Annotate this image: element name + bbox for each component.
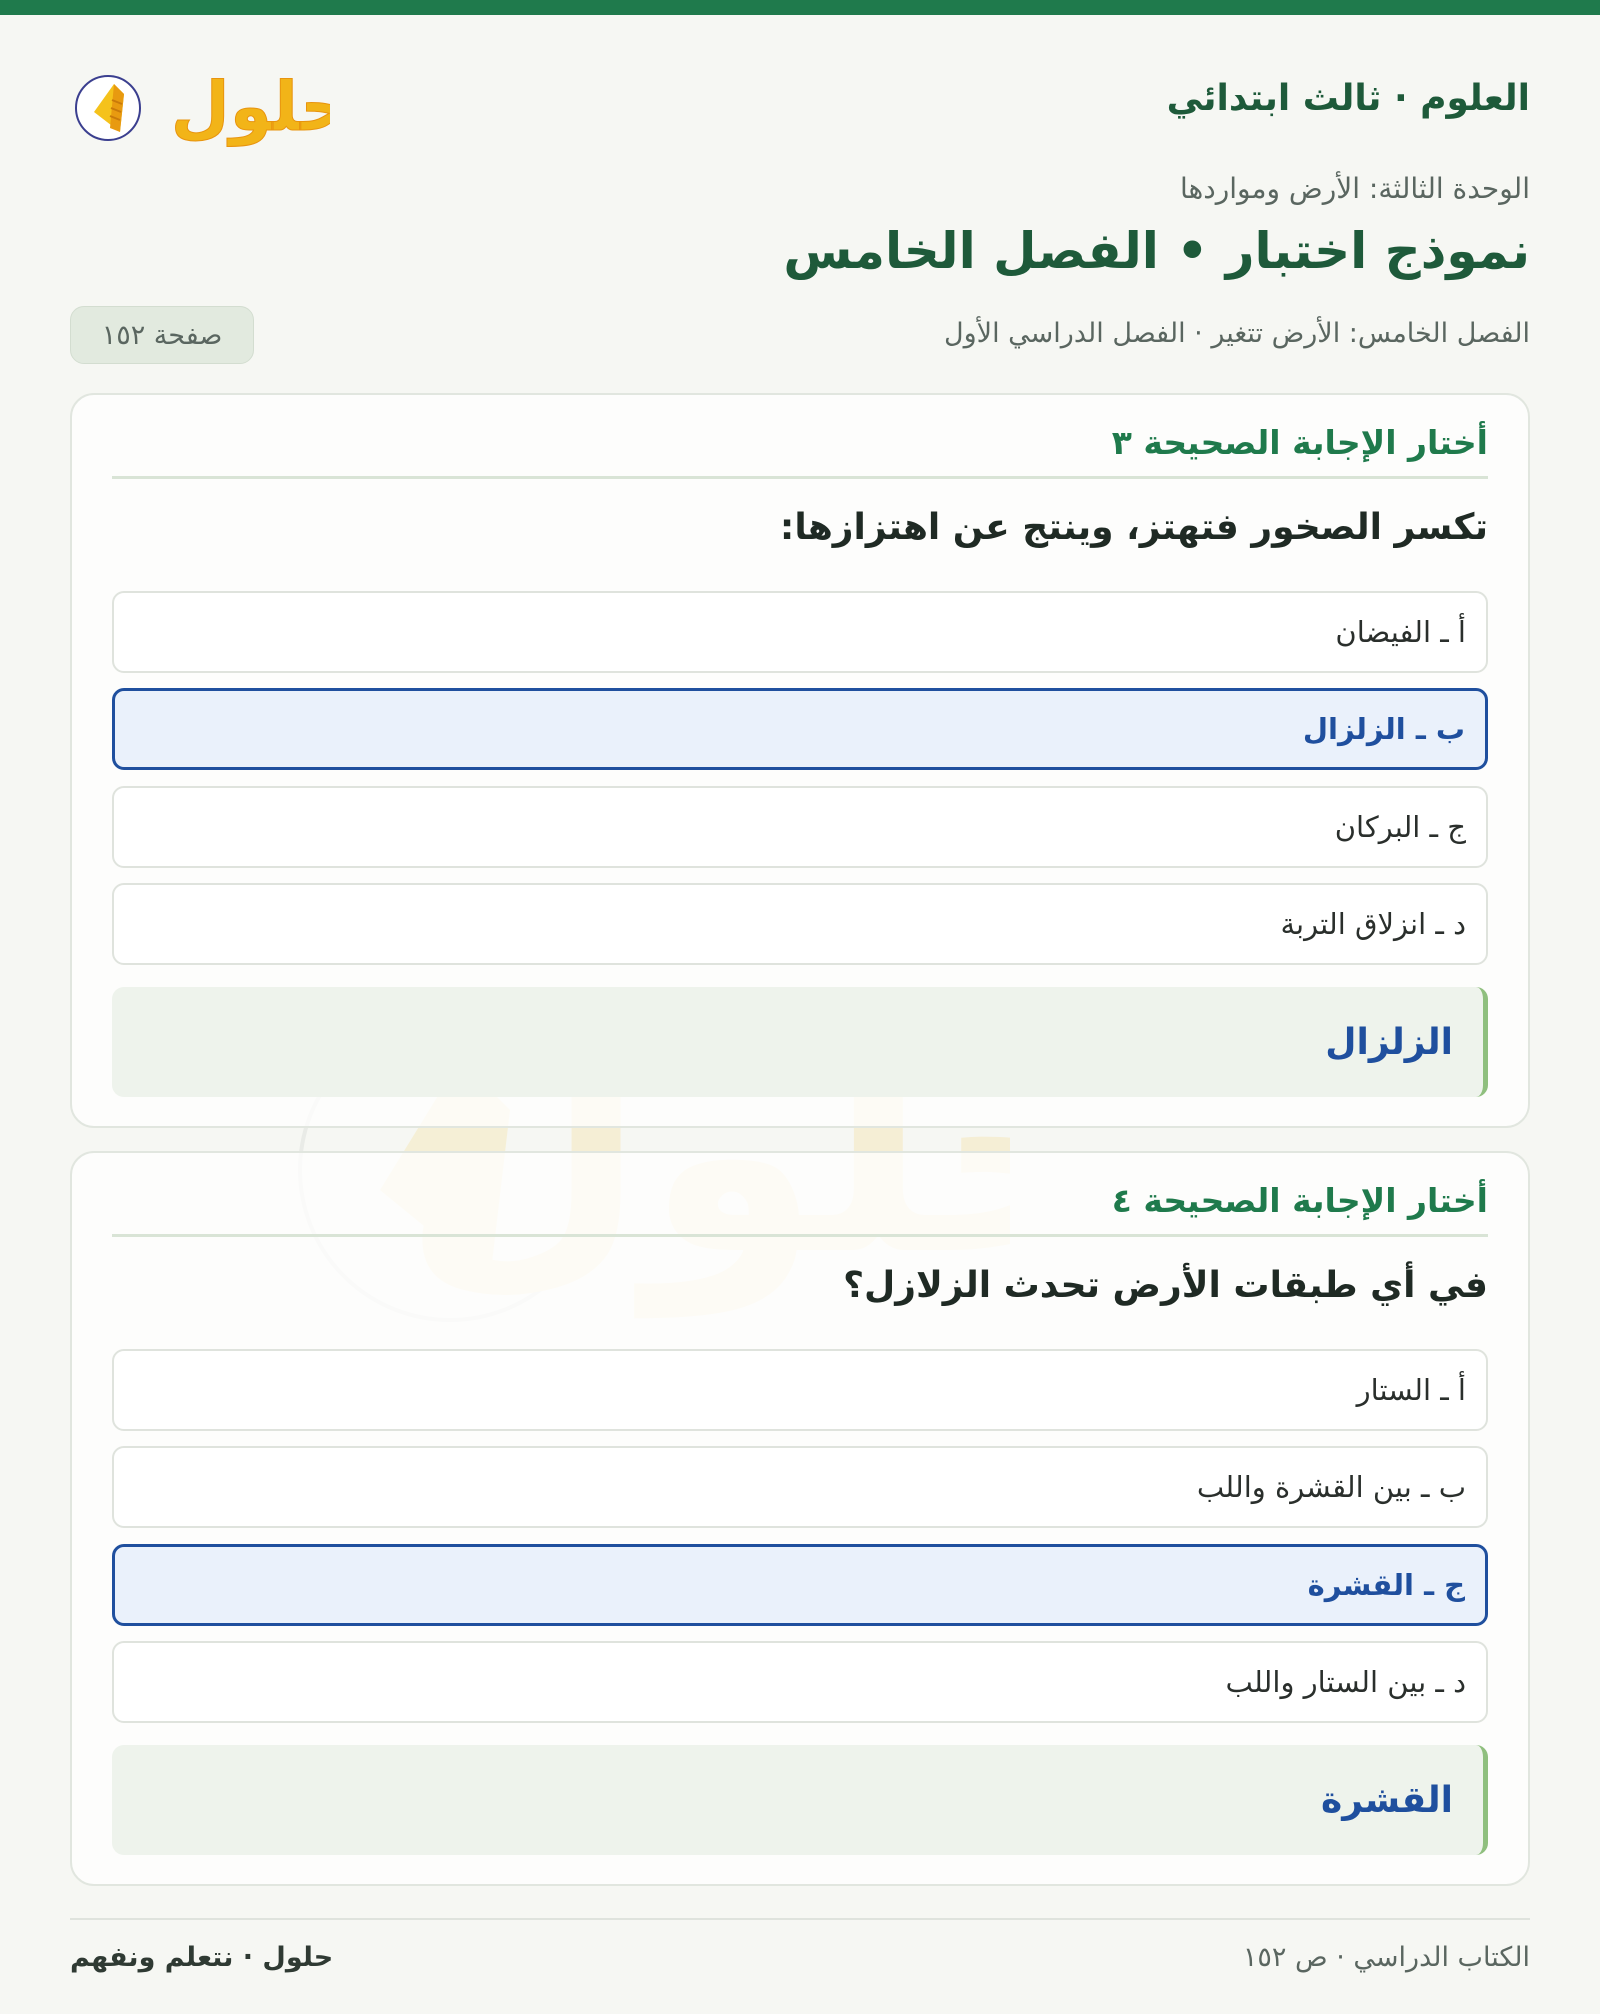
question-heading: أختار الإجابة الصحيحة ٣: [112, 423, 1488, 479]
unit-label: الوحدة الثالثة: الأرض ومواردها: [1179, 172, 1530, 205]
question-heading: أختار الإجابة الصحيحة ٤: [112, 1181, 1488, 1237]
answer-box: القشرة: [112, 1745, 1488, 1855]
option-d[interactable]: د ـ انزلاق التربة: [112, 883, 1488, 965]
footer-book-reference: الكتاب الدراسي · ص ١٥٢: [1242, 1942, 1530, 1973]
question-text: تكسر الصخور فتهتز، وينتج عن اهتزازها:: [779, 507, 1488, 548]
hulul-logo: [70, 50, 330, 160]
page-header: [70, 50, 1530, 160]
option-b-selected[interactable]: ب ـ الزلزال: [112, 688, 1488, 770]
subject-title: العلوم · ثالث ابتدائي: [1166, 78, 1530, 119]
logo-wordmark: حلول: [170, 68, 330, 147]
option-a[interactable]: أ ـ الستار: [112, 1349, 1488, 1431]
answer-box: الزلزال: [112, 987, 1488, 1097]
chapter-label: الفصل الخامس: الأرض تتغير · الفصل الدراسي الأول: [944, 318, 1530, 349]
page-number-badge: صفحة ١٥٢: [70, 306, 254, 364]
footer-divider: [70, 1918, 1530, 1920]
option-d[interactable]: د ـ بين الستار واللب: [112, 1641, 1488, 1723]
option-a[interactable]: أ ـ الفيضان: [112, 591, 1488, 673]
footer-brand: حلول · نتعلم ونفهم: [70, 1942, 334, 1973]
option-c[interactable]: ج ـ البركان: [112, 786, 1488, 868]
question-text: في أي طبقات الأرض تحدث الزلازل؟: [843, 1265, 1488, 1306]
question-card-4: [70, 1151, 1530, 1886]
option-b[interactable]: ب ـ بين القشرة واللب: [112, 1446, 1488, 1528]
option-c-selected[interactable]: ج ـ القشرة: [112, 1544, 1488, 1626]
question-card-3: [70, 393, 1530, 1128]
top-accent-bar: [0, 0, 1600, 15]
page-title: نموذج اختبار • الفصل الخامس: [783, 222, 1530, 280]
